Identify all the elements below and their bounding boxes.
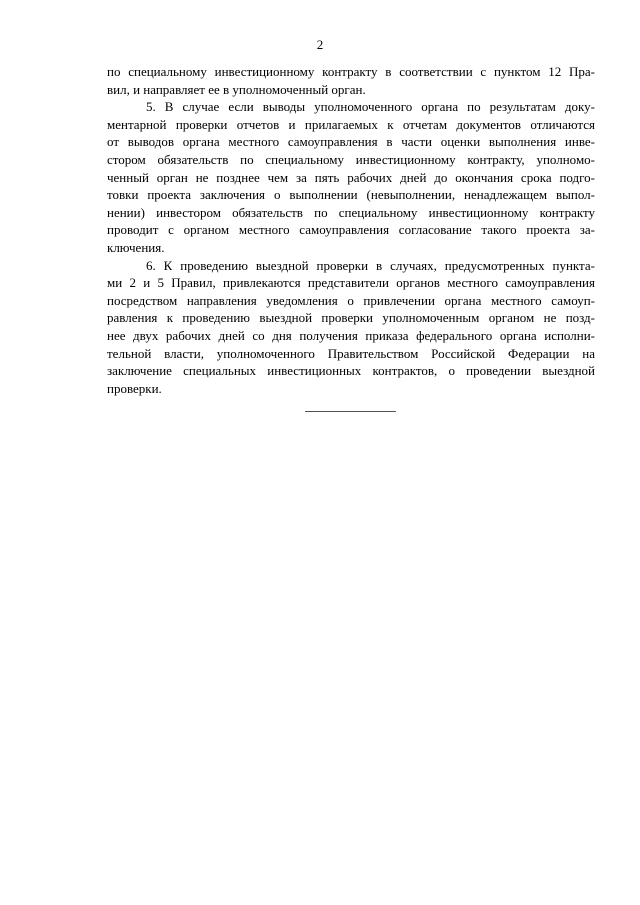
document-body — [107, 63, 595, 397]
text-line: от выводов органа местного самоуправления в части оценки выполнения инве- — [107, 134, 595, 150]
text-line: ми 2 и 5 Правил, привлекаются представители органов местного самоуправления — [107, 275, 595, 291]
text-line: стором обязательств по специальному инвестиционному контракту, уполномо- — [107, 151, 595, 167]
text-line: ченный орган не позднее чем за пять рабочих дней до окончания срока подго- — [107, 169, 595, 185]
text-line: нее двух рабочих дней со дня получения приказа федерального органа исполни- — [107, 327, 595, 343]
text-line: по специальному инвестиционному контракту в соответствии с пунктом 12 Пра- — [107, 64, 595, 79]
text-line: ментарной проверки отчетов и прилагаемых к отчетам документов отличаются — [107, 116, 595, 132]
text-line: заключение специальных инвестиционных контрактов, о проведении выездной — [107, 363, 595, 379]
text-line: проверки. — [107, 380, 162, 396]
text-line: проводит с органом местного самоуправления согласование такого проекта за- — [107, 222, 595, 238]
text-line: равления к проведению выездной проверки уполномоченным органом не позд- — [107, 310, 595, 326]
text-line: товки проекта заключения о выполнении (невыполнении, ненадлежащем выпол- — [107, 187, 595, 203]
paragraph-start-line: 5. В случае если выводы уполномоченного органа по результатам доку- — [146, 99, 595, 115]
text-line: ключения. — [107, 239, 165, 255]
page-number: 2 — [316, 37, 324, 52]
text-line: посредством направления уведомления о привлечении органа местного самоуп- — [107, 292, 595, 308]
paragraph-start-line: 6. К проведению выездной проверки в случаях, предусмотренных пункта- — [146, 257, 595, 273]
text-line: тельной власти, уполномоченного Правительством Российской Федерации на — [107, 345, 595, 361]
end-separator-line — [305, 411, 396, 412]
text-line: нении) инвестором обязательств по специальному инвестиционному контракту — [107, 204, 595, 220]
text-line: вил, и направляет ее в уполномоченный орган. — [107, 81, 366, 97]
